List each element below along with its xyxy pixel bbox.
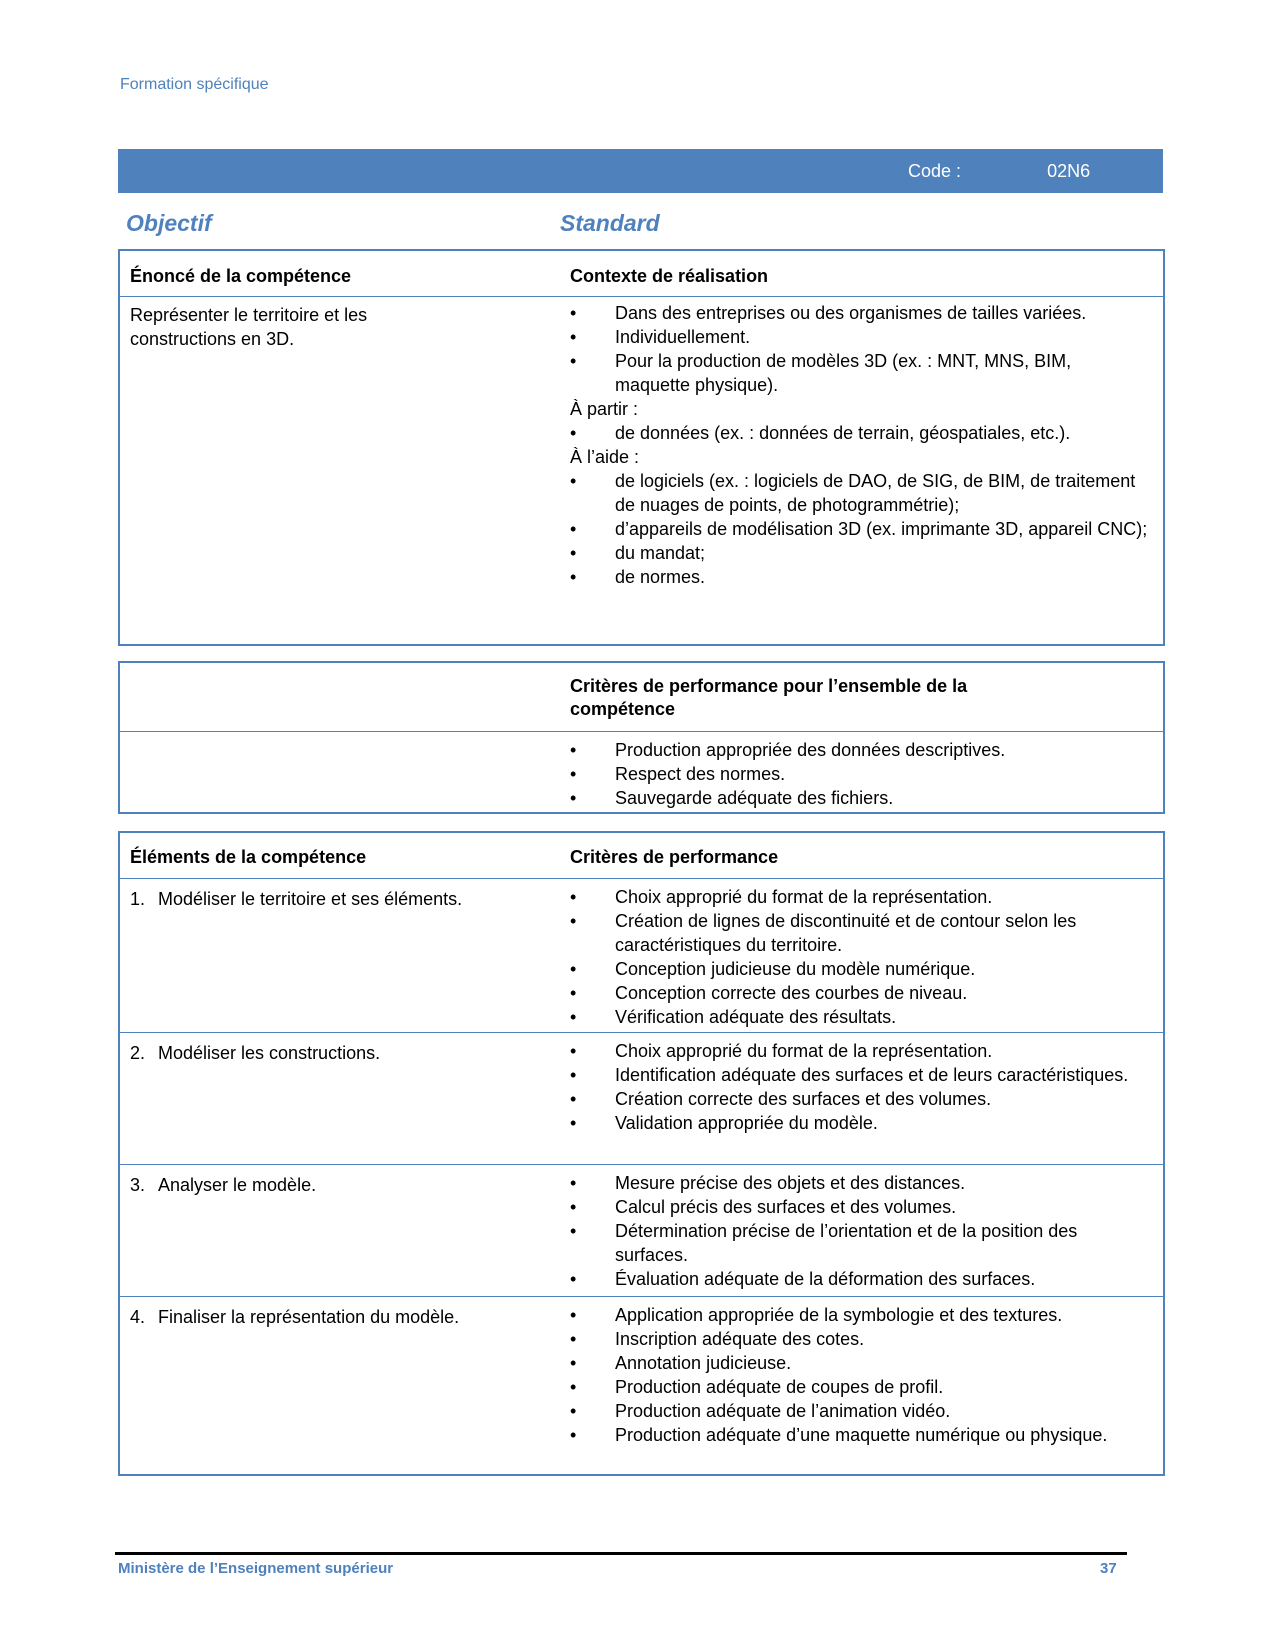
list-item: • Production appropriée des données descriptives. [570,738,1150,762]
list-label: À partir : [570,399,639,419]
table-header-row [120,663,1163,732]
list-item: • Mesure précise des objets et des distances. [570,1171,1150,1195]
table-row [120,1297,1163,1475]
element-text: Modéliser le territoire et ses éléments. [158,889,463,909]
table-row [120,1033,1163,1165]
elements-criteria-table [118,831,1165,1476]
list-item: • Conception judicieuse du modèle numérique. [570,957,1150,981]
list-item: • Sauvegarde adéquate des fichiers. [570,786,1150,810]
list-item: • Production adéquate de l’animation vidéo. [570,1399,1150,1423]
element-number: 1. [130,889,146,909]
table-header-row [120,251,1163,297]
list-item: • Choix approprié du format de la représentation. [570,885,1150,909]
list-item: • Conception correcte des courbes de niveau. [570,981,1150,1005]
element-text: Analyser le modèle. [158,1175,317,1195]
statement-header: Énoncé de la compétence [130,266,352,286]
list-item: • Création de lignes de discontinuité et de contour selon les caractéristiques du territoire. [570,909,1150,957]
list-item: • Production adéquate d’une maquette numérique ou physique. [570,1423,1150,1447]
global-criteria-header: Critères de performance pour l’ensemble de la compétence [570,676,968,719]
list-item: • Pour la production de modèles 3D (ex. : MNT, MNS, BIM, maquette physique). [570,349,1150,397]
list-item: • d’appareils de modélisation 3D (ex. imprimante 3D, appareil CNC); [570,517,1150,541]
table-row [120,879,1163,1033]
context-header: Contexte de réalisation [570,266,769,286]
list-item: • Application appropriée de la symbologie et des textures. [570,1303,1150,1327]
list-item: • de logiciels (ex. : logiciels de DAO, de SIG, de BIM, de traitement de nuages de points, de photogrammétrie); [570,469,1150,517]
code-label: Code : [908,161,962,181]
global-criteria-list [570,738,1150,810]
list-item: • Production adéquate de coupes de profil. [570,1375,1150,1399]
list-item: • Individuellement. [570,325,1150,349]
table-row [120,1165,1163,1297]
list-item: • Création correcte des surfaces et des volumes. [570,1087,1150,1111]
list-item: • Détermination précise de l’orientation et de la position des surfaces. [570,1219,1150,1267]
code-text [908,161,1090,182]
list-item: • de données (ex. : données de terrain, géospatiales, etc.). [570,421,1150,445]
element-text: Finaliser la représentation du modèle. [158,1307,460,1327]
code-value: 02N6 [1047,161,1091,181]
criteria-list [570,885,1150,1029]
criteria-list [570,1303,1150,1447]
element-number: 3. [130,1175,146,1195]
element-item [130,887,468,911]
criteria-list [570,1039,1150,1135]
element-item [130,1041,468,1065]
list-item: • Évaluation adéquate de la déformation des surfaces. [570,1267,1150,1291]
global-criteria-table [118,661,1165,814]
criteria-list [570,1171,1150,1291]
page-number: 37 [1100,1560,1117,1577]
context-list [570,301,1150,589]
list-item: • Choix approprié du format de la représentation. [570,1039,1150,1063]
table-row [120,297,1163,643]
criteria-header: Critères de performance [570,847,779,867]
statement-line: Représenter le territoire et les [130,305,368,325]
elements-header: Éléments de la compétence [130,847,367,867]
element-number: 4. [130,1307,146,1327]
element-number: 2. [130,1043,146,1063]
table-header-row [120,833,1163,879]
list-item: • Inscription adéquate des cotes. [570,1327,1150,1351]
list-item: • Validation appropriée du modèle. [570,1111,1150,1135]
list-item: • Dans des entreprises ou des organismes de tailles variées. [570,301,1150,325]
standard-title: Standard [560,210,660,236]
code-bar [118,149,1163,193]
list-item: • du mandat; [570,541,1150,565]
element-text: Modéliser les constructions. [158,1043,381,1063]
footer-ministry: Ministère de l’Enseignement supérieur [118,1560,394,1577]
element-item [130,1305,468,1329]
list-label: À l’aide : [570,447,640,467]
footer-divider [115,1552,1127,1555]
statement-line: constructions en 3D. [130,329,295,349]
competence-context-table [118,249,1165,646]
list-item: • Respect des normes. [570,762,1150,786]
list-item: • Annotation judicieuse. [570,1351,1150,1375]
element-item [130,1173,468,1197]
objective-title: Objectif [126,210,212,236]
document-header-label: Formation spécifique [120,76,269,93]
list-item: • de normes. [570,565,1150,589]
competence-statement [130,303,367,351]
list-item: • Identification adéquate des surfaces et de leurs caractéristiques. [570,1063,1150,1087]
list-item: • Calcul précis des surfaces et des volumes. [570,1195,1150,1219]
table-row [120,732,1163,813]
list-item: • Vérification adéquate des résultats. [570,1005,1150,1029]
